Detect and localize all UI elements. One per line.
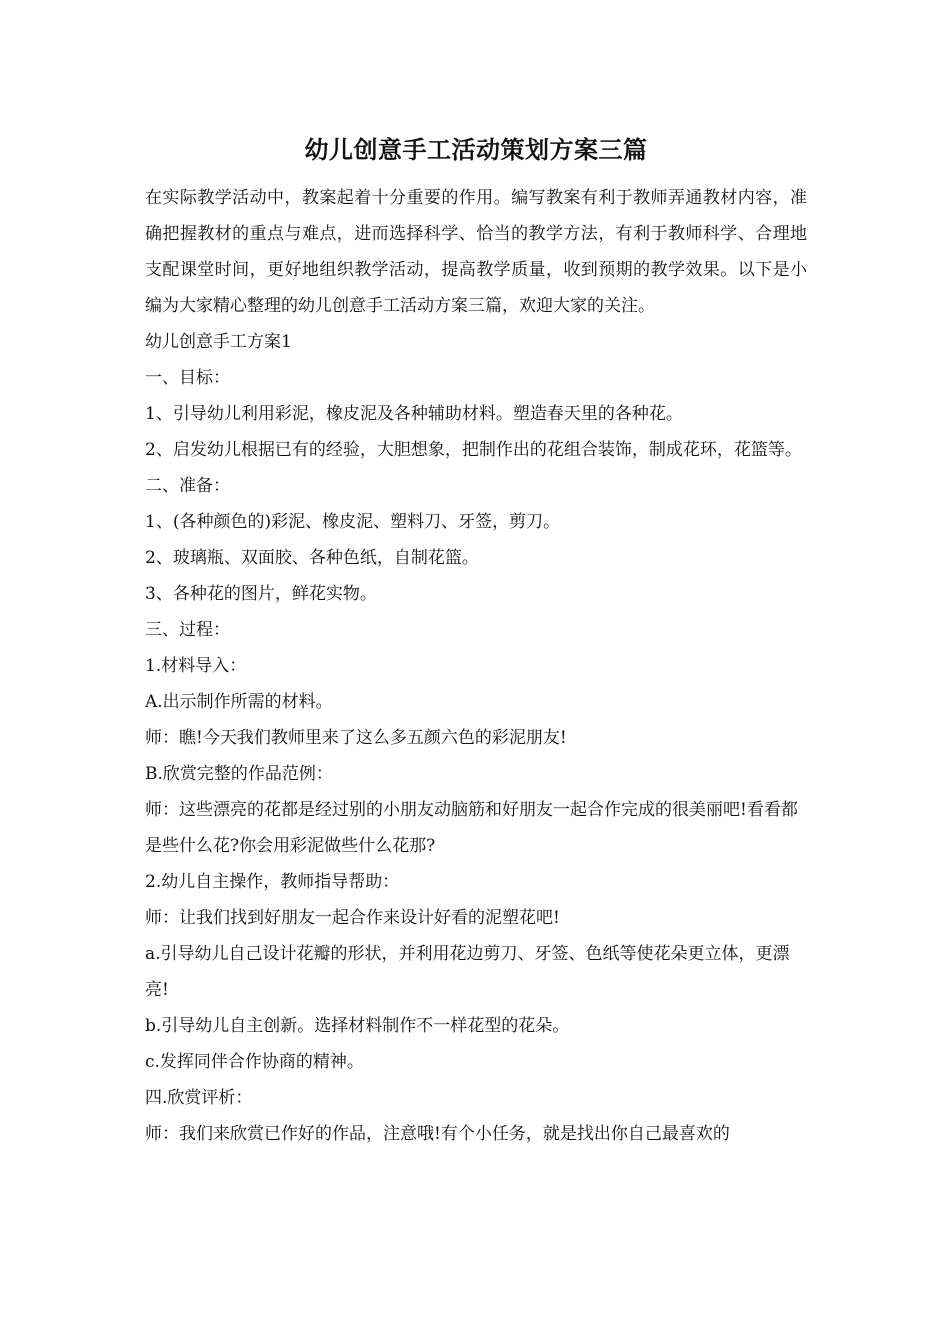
- subsection-heading: 二、准备：: [145, 476, 230, 496]
- text-line: 2、玻璃瓶、双面胶、各种色纸，自制花篮。: [145, 548, 479, 568]
- section-heading: 幼儿创意手工方案1: [145, 332, 292, 352]
- text-line: b.引导幼儿自主创新。选择材料制作不一样花型的花朵。: [145, 1016, 570, 1036]
- subsection-heading: 一、目标：: [145, 368, 230, 388]
- document-title: 幼儿创意手工活动策划方案三篇: [304, 135, 648, 164]
- text-line: a.引导幼儿自己设计花瓣的形状，并利用花边剪刀、牙签、色纸等使花朵更立体，更漂亮!: [145, 944, 790, 1000]
- text-line: 师：这些漂亮的花都是经过别的小朋友动脑筋和好朋友一起合作完成的很美丽吧!看看都是些什么花?你会用彩泥做些什么花那?: [145, 800, 798, 856]
- text-line: c.发挥同伴合作协商的精神。: [145, 1052, 364, 1072]
- subsection-heading: 四.欣赏评析：: [145, 1088, 253, 1108]
- text-line: 3、各种花的图片，鲜花实物。: [145, 584, 377, 604]
- text-line: 师：让我们找到好朋友一起合作来设计好看的泥塑花吧!: [145, 908, 560, 928]
- text-line: 2.幼儿自主操作，教师指导帮助：: [145, 872, 400, 892]
- text-line: 师：瞧!今天我们教师里来了这么多五颜六色的彩泥朋友!: [145, 728, 567, 748]
- text-line: 1、引导幼儿利用彩泥，橡皮泥及各种辅助材料。塑造春天里的各种花。: [145, 404, 683, 424]
- text-line: B.欣赏完整的作品范例：: [145, 764, 333, 784]
- text-line: 1、(各种颜色的)彩泥、橡皮泥、塑料刀、牙签，剪刀。: [145, 512, 561, 532]
- intro-paragraph: 在实际教学活动中，教案起着十分重要的作用。编写教案有利于教师弄通教材内容，准确把握教材的重点与难点，进而选择科学、恰当的教学方法，有利于教师科学、合理地支配课堂时间，更好地组织教学活动，提高教学质量，收到预期的教学效果。以下是小编为大家精心整理的幼儿创意手工活动方案三篇，欢迎大家的关注。: [145, 188, 807, 316]
- document-page: [145, 128, 807, 1152]
- text-line: 1.材料导入：: [145, 656, 247, 676]
- text-line: 2、启发幼儿根据已有的经验，大胆想象，把制作出的花组合装饰，制成花环，花篮等。: [145, 440, 802, 460]
- text-line: 师：我们来欣赏已作好的作品，注意哦!有个小任务，就是找出你自己最喜欢的: [145, 1124, 730, 1144]
- text-line: A.出示制作所需的材料。: [145, 692, 333, 712]
- subsection-heading: 三、过程：: [145, 620, 230, 640]
